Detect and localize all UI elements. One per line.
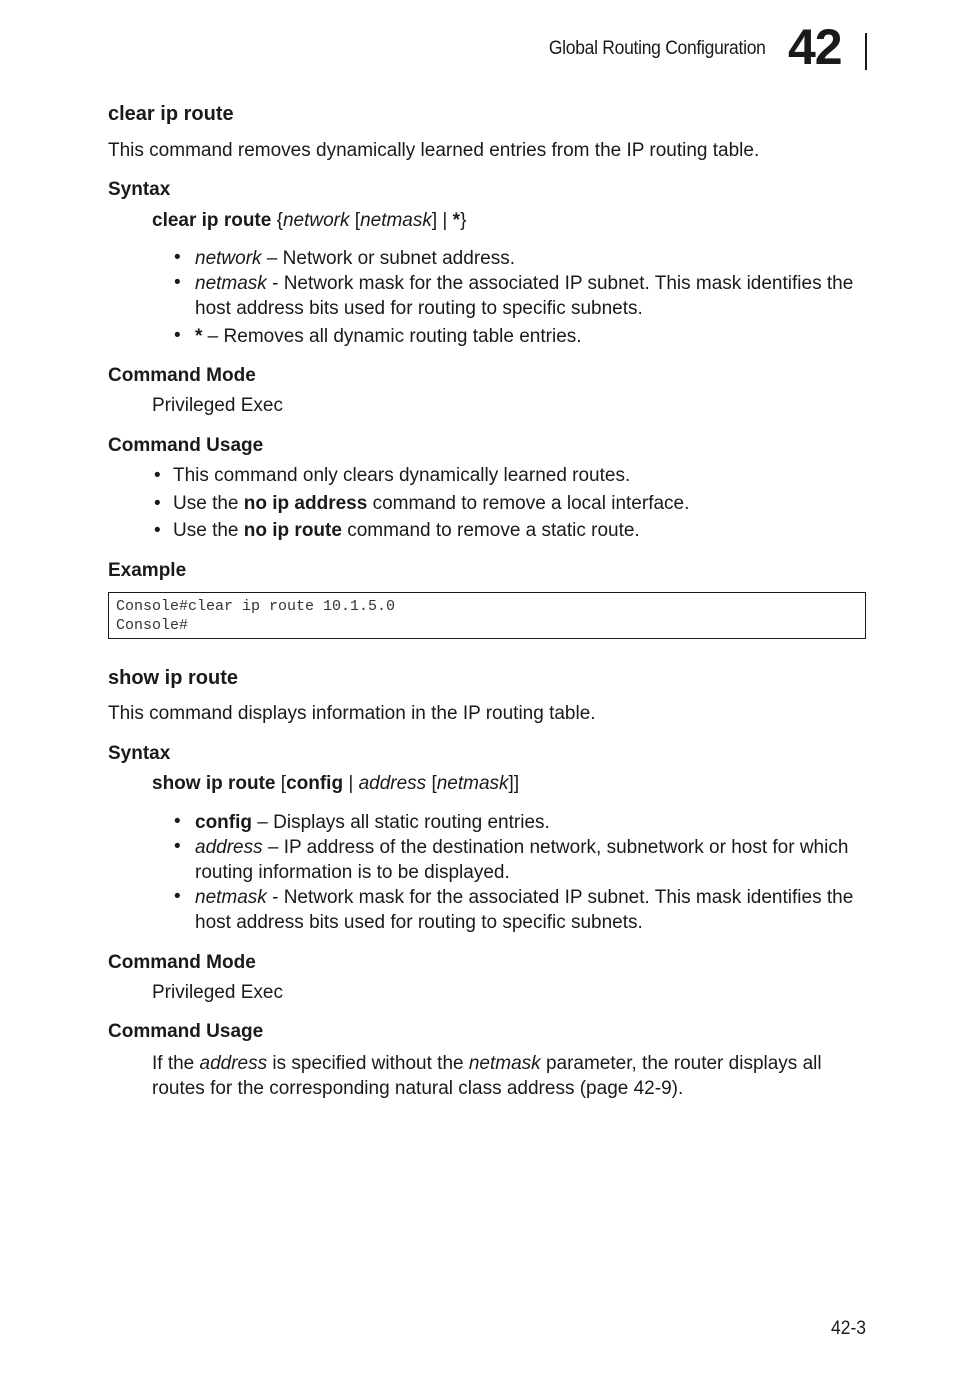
- running-header-title: Global Routing Configuration: [549, 38, 766, 59]
- command-mode-heading: Command Mode: [108, 952, 256, 973]
- syntax-heading: Syntax: [108, 743, 171, 764]
- chapter-divider: [865, 33, 867, 70]
- section-heading-clear-ip-route: clear ip route: [108, 103, 234, 125]
- bullet: •: [174, 836, 181, 857]
- syntax-line: clear ip route {network [netmask] | *}: [152, 210, 467, 231]
- page-number: 42-3: [831, 1318, 866, 1339]
- section-heading-show-ip-route: show ip route: [108, 667, 238, 689]
- usage-paragraph: If the address is specified without the netmask parameter, the router displays all routes for the corresponding natural class address (page 42-9).: [152, 1053, 822, 1099]
- code-example-box: [108, 592, 866, 639]
- section-description: This command removes dynamically learned entries from the IP routing table.: [108, 140, 760, 161]
- bullet: •: [154, 465, 161, 486]
- command-usage-heading: Command Usage: [108, 1021, 264, 1042]
- bullet: •: [154, 493, 161, 514]
- command-usage-heading: Command Usage: [108, 435, 264, 456]
- param-item: address – IP address of the destination network, subnetwork or host for which routing information is to be displayed.: [195, 837, 849, 883]
- bullet: •: [174, 325, 181, 346]
- bullet: •: [174, 886, 181, 907]
- syntax-heading: Syntax: [108, 179, 171, 200]
- usage-item: This command only clears dynamically learned routes.: [173, 465, 631, 486]
- chapter-number: 42: [788, 19, 842, 75]
- bullet: •: [174, 811, 181, 832]
- command-mode-value: Privileged Exec: [152, 395, 283, 416]
- param-item: netmask - Network mask for the associated IP subnet. This mask identifies the host address bits used for routing to specific subnets.: [195, 273, 854, 319]
- code-line: Console#clear ip route 10.1.5.0: [116, 598, 396, 615]
- param-item: netmask - Network mask for the associated IP subnet. This mask identifies the host address bits used for routing to specific subnets.: [195, 887, 854, 933]
- usage-item: Use the no ip address command to remove a local interface.: [173, 493, 690, 514]
- section-description: This command displays information in the IP routing table.: [108, 703, 596, 724]
- command-mode-value: Privileged Exec: [152, 982, 283, 1003]
- usage-item: Use the no ip route command to remove a static route.: [173, 520, 640, 541]
- bullet: •: [174, 247, 181, 268]
- syntax-line: show ip route [config | address [netmask]]: [152, 773, 520, 794]
- code-line: Console#: [116, 617, 189, 634]
- param-item: network – Network or subnet address.: [195, 248, 515, 269]
- example-heading: Example: [108, 560, 187, 581]
- param-item: config – Displays all static routing entries.: [195, 812, 550, 833]
- bullet: •: [154, 520, 161, 541]
- param-item: * – Removes all dynamic routing table entries.: [195, 326, 582, 347]
- command-mode-heading: Command Mode: [108, 365, 256, 386]
- bullet: •: [174, 272, 181, 293]
